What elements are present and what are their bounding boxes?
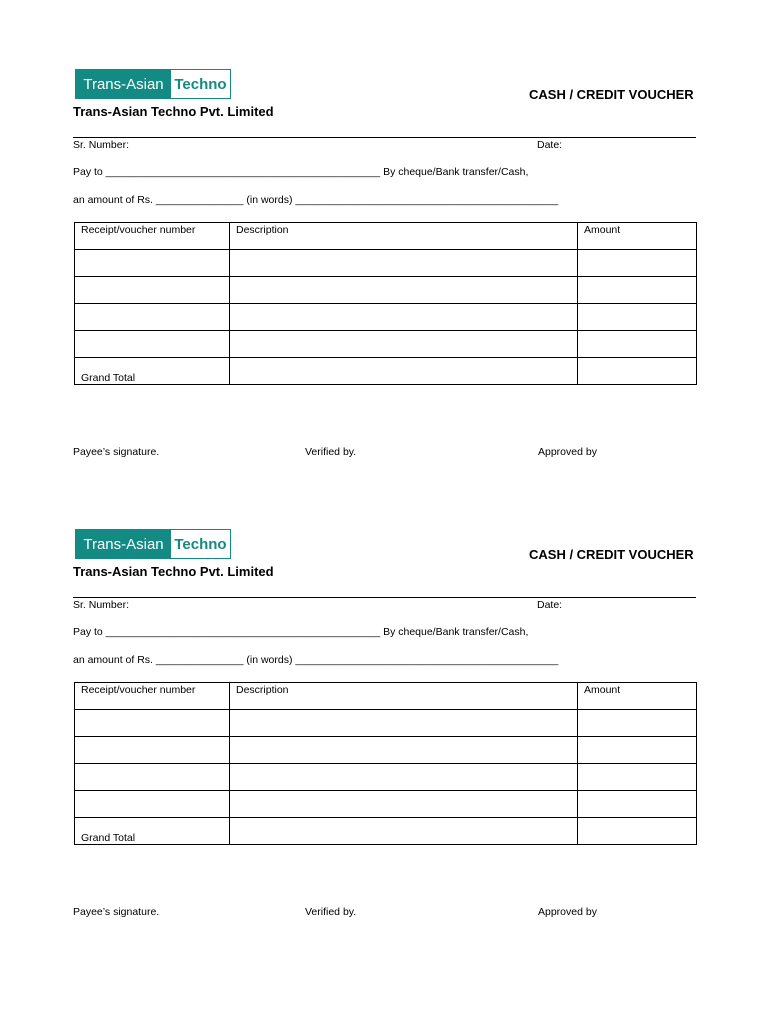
grand-total-label: Grand Total — [75, 358, 230, 385]
table-cell — [578, 331, 697, 358]
table-cell — [230, 277, 578, 304]
table-cell — [578, 250, 697, 277]
table-row — [75, 250, 697, 277]
voucher-table — [74, 682, 697, 845]
sr-number-label: Sr. Number: — [73, 599, 130, 611]
approved-by-label: Approved by — [538, 446, 597, 458]
pay-to-line: Pay to _______________________________________________ By cheque/Bank transfer/Cash, — [73, 626, 529, 638]
logo-right-text: Techno — [171, 70, 230, 98]
col-header-description: Description — [230, 223, 578, 250]
table-cell — [75, 764, 230, 791]
table-cell — [75, 250, 230, 277]
voucher-form — [0, 460, 768, 930]
table-header-row — [75, 223, 697, 250]
table-row — [75, 304, 697, 331]
table-cell — [578, 791, 697, 818]
table-cell — [75, 304, 230, 331]
table-row — [75, 791, 697, 818]
logo-left-text: Trans-Asian — [76, 530, 171, 558]
table-row — [75, 764, 697, 791]
table-cell — [230, 250, 578, 277]
voucher-table — [74, 222, 697, 385]
table-cell — [578, 818, 697, 845]
voucher-form — [0, 0, 768, 470]
table-cell — [230, 791, 578, 818]
voucher-title: CASH / CREDIT VOUCHER — [529, 87, 694, 102]
table-cell — [578, 358, 697, 385]
payee-signature-label: Payee’s signature. — [73, 446, 160, 458]
table-row — [75, 710, 697, 737]
table-row — [75, 331, 697, 358]
table-cell — [75, 737, 230, 764]
table-cell — [75, 710, 230, 737]
col-header-amount: Amount — [578, 223, 697, 250]
voucher-title: CASH / CREDIT VOUCHER — [529, 547, 694, 562]
logo-left-text: Trans-Asian — [76, 70, 171, 98]
table-cell — [75, 277, 230, 304]
pay-to-line: Pay to _______________________________________________ By cheque/Bank transfer/Cash, — [73, 166, 529, 178]
table-cell — [230, 764, 578, 791]
amount-line: an amount of Rs. _______________ (in words) _____________________________________________ — [73, 194, 559, 206]
company-logo — [75, 529, 231, 559]
verified-by-label: Verified by. — [305, 446, 357, 458]
table-cell — [230, 331, 578, 358]
logo-right-text: Techno — [171, 530, 230, 558]
company-logo — [75, 69, 231, 99]
col-header-description: Description — [230, 683, 578, 710]
table-row — [75, 737, 697, 764]
amount-line: an amount of Rs. _______________ (in words) _____________________________________________ — [73, 654, 559, 666]
sr-number-label: Sr. Number: — [73, 139, 130, 151]
date-label: Date: — [537, 599, 563, 611]
verified-by-label: Verified by. — [305, 906, 357, 918]
grand-total-row — [75, 818, 697, 845]
col-header-receipt: Receipt/voucher number — [75, 683, 230, 710]
grand-total-label: Grand Total — [75, 818, 230, 845]
table-cell — [75, 331, 230, 358]
table-cell — [578, 304, 697, 331]
payee-signature-label: Payee’s signature. — [73, 906, 160, 918]
table-cell — [578, 277, 697, 304]
table-cell — [75, 791, 230, 818]
date-label: Date: — [537, 139, 563, 151]
table-cell — [578, 737, 697, 764]
company-name: Trans-Asian Techno Pvt. Limited — [73, 104, 274, 119]
col-header-amount: Amount — [578, 683, 697, 710]
table-row — [75, 277, 697, 304]
table-cell — [230, 710, 578, 737]
col-header-receipt: Receipt/voucher number — [75, 223, 230, 250]
table-cell — [578, 764, 697, 791]
company-name: Trans-Asian Techno Pvt. Limited — [73, 564, 274, 579]
table-cell — [578, 710, 697, 737]
table-header-row — [75, 683, 697, 710]
table-cell — [230, 818, 578, 845]
table-cell — [230, 358, 578, 385]
header-divider — [73, 137, 696, 138]
table-cell — [230, 737, 578, 764]
table-cell — [230, 304, 578, 331]
approved-by-label: Approved by — [538, 906, 597, 918]
grand-total-row — [75, 358, 697, 385]
header-divider — [73, 597, 696, 598]
